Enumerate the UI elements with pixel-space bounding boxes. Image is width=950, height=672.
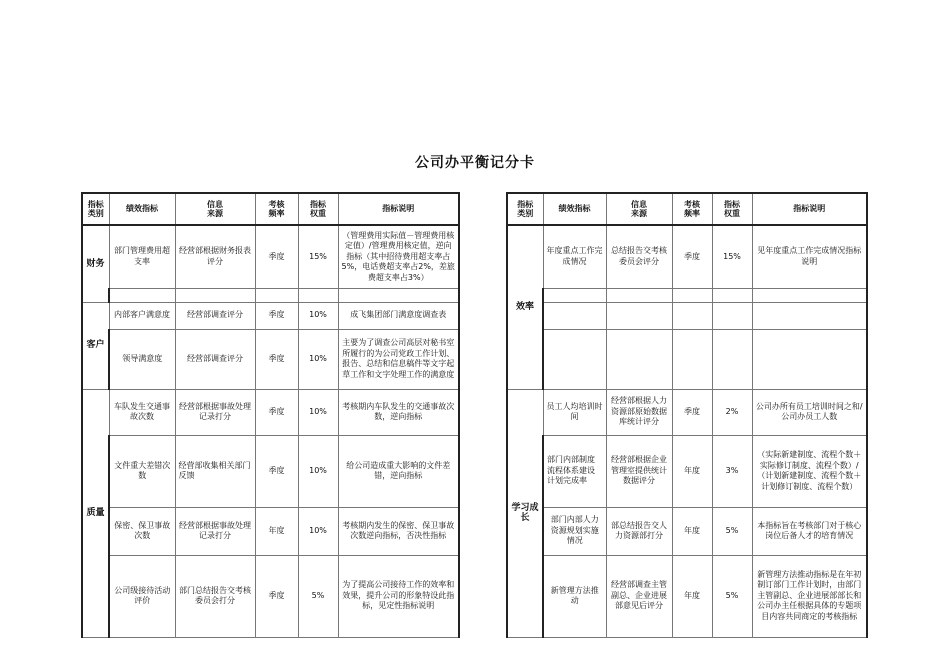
header-frequency: 考核 频率 <box>672 193 712 225</box>
table-row <box>82 435 459 507</box>
weight-cell: 3% <box>712 435 752 507</box>
frequency-cell: 季度 <box>255 329 298 389</box>
header-kpi: 绩效指标 <box>543 193 606 225</box>
frequency-cell: 年度 <box>672 435 712 507</box>
weight-cell: 10% <box>298 329 338 389</box>
table-header-row <box>507 193 867 225</box>
weight-cell: 15% <box>298 225 338 288</box>
category-cell: 质量 <box>82 389 109 637</box>
source-cell: 经营部调查主管副总、企业进展部意见后评分 <box>606 555 672 637</box>
frequency-cell: 季度 <box>255 302 298 329</box>
description-cell: 给公司造成重大影响的文件差错，逆向指标 <box>338 435 459 507</box>
table-row <box>507 555 867 637</box>
source-cell: 经营部根据事故处理记录打分 <box>175 507 255 555</box>
frequency-cell: 季度 <box>672 389 712 435</box>
header-source: 信息 来源 <box>606 193 672 225</box>
frequency-cell: 年度 <box>255 507 298 555</box>
frequency-cell: 季度 <box>255 389 298 435</box>
source-cell: 经营部调查评分 <box>175 329 255 389</box>
header-kpi: 绩效指标 <box>109 193 175 225</box>
category-cell: 客户 <box>82 302 109 389</box>
kpi-cell: 新管理方法推动 <box>543 555 606 637</box>
description-cell: （管理费用实际值－管理费用核定值）/管理费用核定值，逆向指标（其中招待费用超支率占5%，电话费超支率占2%，差旅费超支率占3%） <box>338 225 459 288</box>
table-row <box>82 389 459 435</box>
description-cell: 新管理方法推动指标是在年初制订部门工作计划时，由部门主管副总、企业进展部部长和公司办主任根据具体的专题项目内容共同商定的考核指标 <box>752 555 867 637</box>
header-description: 指标说明 <box>752 193 867 225</box>
header-description: 指标说明 <box>338 193 459 225</box>
source-cell: 经营部根据事故处理记录打分 <box>175 389 255 435</box>
source-cell: 总结报告交考核委员会评分 <box>606 225 672 288</box>
source-cell: 经营部收集相关部门反馈 <box>175 435 255 507</box>
table-row <box>82 302 459 329</box>
header-weight: 指标 权重 <box>712 193 752 225</box>
kpi-cell: 内部客户满意度 <box>109 302 175 329</box>
header-category: 指标 类别 <box>82 193 109 225</box>
description-cell: （实际新建制度、流程个数＋实际修订制度、流程个数）/（计划新建制度、流程个数＋计划修订制度、流程个数） <box>752 435 867 507</box>
kpi-cell: 员工人均培训时间 <box>543 389 606 435</box>
frequency-cell: 季度 <box>255 225 298 288</box>
kpi-cell: 部门管理费用超支率 <box>109 225 175 288</box>
source-cell: 部门总结报告交考核委员会打分 <box>175 555 255 637</box>
weight-cell: 2% <box>712 389 752 435</box>
description-cell: 考核期内车队发生的交通事故次数，逆向指标 <box>338 389 459 435</box>
header-weight: 指标 权重 <box>298 193 338 225</box>
table-row <box>507 435 867 507</box>
frequency-cell: 季度 <box>255 435 298 507</box>
kpi-cell: 公司级接待活动评价 <box>109 555 175 637</box>
source-cell: 经营部根据企业管理室提供统计数据评分 <box>606 435 672 507</box>
table-header-row <box>82 193 459 225</box>
source-cell: 经营部根据财务报表评分 <box>175 225 255 288</box>
description-cell: 见年度重点工作完成情况指标说明 <box>752 225 867 288</box>
frequency-cell: 年度 <box>672 507 712 555</box>
table-row <box>507 389 867 435</box>
frequency-cell: 年度 <box>672 555 712 637</box>
weight-cell: 10% <box>298 507 338 555</box>
kpi-cell: 部门内部制度流程体系建设计划完成率 <box>543 435 606 507</box>
table-row <box>507 225 867 288</box>
header-frequency: 考核 频率 <box>255 193 298 225</box>
table-row <box>82 507 459 555</box>
table-row <box>82 329 459 389</box>
source-cell: 经营部调查评分 <box>175 302 255 329</box>
frequency-cell: 季度 <box>255 555 298 637</box>
header-source: 信息 来源 <box>175 193 255 225</box>
weight-cell: 5% <box>712 555 752 637</box>
category-cell: 学习成长 <box>507 389 543 637</box>
table-row-spacer <box>507 288 867 302</box>
weight-cell: 5% <box>712 507 752 555</box>
weight-cell: 10% <box>298 435 338 507</box>
page-title: 公司办平衡记分卡 <box>415 155 535 171</box>
scorecard-table-right <box>506 192 868 638</box>
kpi-cell: 年度重点工作完成情况 <box>543 225 606 288</box>
description-cell: 公司办所有员工培训时间之和/公司办员工人数 <box>752 389 867 435</box>
header-category: 指标 类别 <box>507 193 543 225</box>
weight-cell: 10% <box>298 389 338 435</box>
table-row <box>82 555 459 637</box>
category-cell: 财务 <box>82 225 109 302</box>
description-cell: 成飞集团部门满意度调查表 <box>338 302 459 329</box>
description-cell: 考核期内发生的保密、保卫事故次数逆向指标，否决性指标 <box>338 507 459 555</box>
kpi-cell: 部门内部人力资源规划实施情况 <box>543 507 606 555</box>
source-cell: 经营部根据人力资源部原始数据库统计评分 <box>606 389 672 435</box>
kpi-cell: 文件重大差错次数 <box>109 435 175 507</box>
kpi-cell: 领导满意度 <box>109 329 175 389</box>
source-cell: 部总结报告交人力资源部打分 <box>606 507 672 555</box>
scorecard-table-left <box>81 192 460 638</box>
table-row-empty <box>507 329 867 389</box>
kpi-cell: 保密、保卫事故次数 <box>109 507 175 555</box>
category-cell: 效率 <box>507 225 543 389</box>
weight-cell: 15% <box>712 225 752 288</box>
table-row <box>507 507 867 555</box>
weight-cell: 5% <box>298 555 338 637</box>
table-row-empty <box>507 302 867 329</box>
weight-cell: 10% <box>298 302 338 329</box>
table-row-spacer <box>82 288 459 302</box>
description-cell: 主要为了调查公司高层对秘书室所履行的为公司党政工作计划、报告、总结和信息稿件等文字起草工作和文字处理工作的满意度 <box>338 329 459 389</box>
table-row <box>82 225 459 288</box>
description-cell: 为了提高公司接待工作的效率和效果，提升公司的形象特设此指标，见定性指标说明 <box>338 555 459 637</box>
description-cell: 本指标旨在考核部门对于核心岗位后备人才的培育情况 <box>752 507 867 555</box>
kpi-cell: 车队发生交通事故次数 <box>109 389 175 435</box>
frequency-cell: 季度 <box>672 225 712 288</box>
